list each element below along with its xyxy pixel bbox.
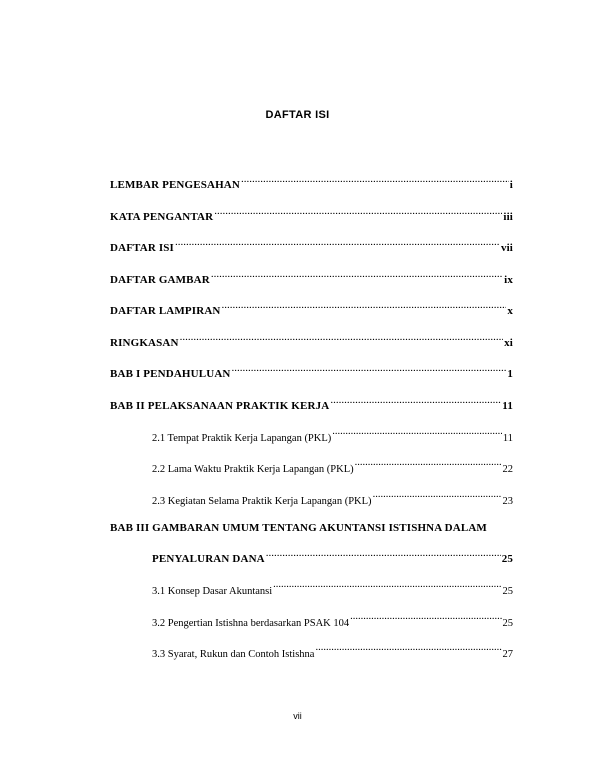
toc-entry-label: DAFTAR ISI — [110, 242, 174, 254]
toc-entry-daftar-gambar[interactable] — [110, 269, 513, 287]
toc-entry-label: RINGKASAN — [110, 337, 179, 349]
toc-dot-leader — [241, 174, 509, 188]
toc-dot-leader — [355, 458, 502, 472]
toc-dot-leader — [373, 490, 502, 504]
toc-entry-label: BAB II PELAKSANAAN PRAKTIK KERJA — [110, 400, 330, 412]
toc-entry-3-1[interactable] — [152, 580, 513, 599]
toc-entry-label: 2.3 Kegiatan Selama Praktik Kerja Lapangan (PKL) — [152, 496, 372, 507]
toc-dot-leader — [315, 643, 501, 657]
toc-dot-leader — [350, 612, 501, 626]
toc-entry-label: PENYALURAN DANA — [152, 553, 265, 565]
toc-entry-2-3[interactable] — [152, 490, 513, 509]
toc-dot-leader — [180, 332, 504, 346]
toc-entry-daftar-isi[interactable] — [110, 237, 513, 255]
toc-entry-page: 25 — [501, 553, 513, 565]
toc-entry-daftar-lampiran[interactable] — [110, 300, 513, 318]
toc-entry-2-2[interactable] — [152, 458, 513, 477]
toc-entry-page: 11 — [502, 400, 513, 412]
toc-entry-label: DAFTAR GAMBAR — [110, 274, 210, 286]
toc-entry-label: 2.1 Tempat Praktik Kerja Lapangan (PKL) — [152, 433, 332, 444]
toc-entry-label: BAB I PENDAHULUAN — [110, 368, 231, 380]
page-number: vii — [293, 711, 302, 721]
toc-entry-label: DAFTAR LAMPIRAN — [110, 305, 221, 317]
toc-entry-bab-2[interactable] — [110, 395, 513, 413]
toc-entry-page: 11 — [502, 433, 513, 444]
toc-entry-label: KATA PENGANTAR — [110, 211, 214, 223]
toc-dot-leader — [214, 206, 502, 220]
toc-entry-page: xi — [504, 337, 513, 349]
toc-entry-page: vii — [500, 242, 513, 254]
toc-entry-page: i — [509, 179, 513, 191]
toc-entry-label: 3.3 Syarat, Rukun dan Contoh Istishna — [152, 649, 315, 660]
toc-dot-leader — [330, 395, 501, 409]
toc-entry-3-3[interactable] — [152, 643, 513, 662]
toc-entry-label: LEMBAR PENGESAHAN — [110, 179, 240, 191]
toc-entry-3-2[interactable] — [152, 612, 513, 631]
toc-entry-page: 23 — [502, 496, 513, 507]
toc-entry-page: 25 — [502, 618, 513, 629]
toc-dot-leader — [175, 237, 500, 251]
toc-dot-leader — [211, 269, 503, 283]
toc-dot-leader — [232, 363, 507, 377]
toc-entry-page: 1 — [507, 368, 513, 380]
toc-entry-label: 3.1 Konsep Dasar Akuntansi — [152, 586, 273, 597]
toc-entry-page: ix — [504, 274, 513, 286]
toc-entry-label: 3.2 Pengertian Istishna berdasarkan PSAK 104 — [152, 618, 350, 629]
toc-entry-kata-pengantar[interactable] — [110, 206, 513, 224]
toc-dot-leader — [222, 300, 507, 314]
toc-dot-leader — [332, 427, 502, 441]
page-title: DAFTAR ISI — [265, 109, 330, 121]
toc-entry-page: 27 — [502, 649, 513, 660]
toc-entry-lembar-pengesahan[interactable] — [110, 174, 513, 192]
toc-entry-bab-1[interactable] — [110, 363, 513, 381]
toc-entry-bab-3-line-2[interactable] — [152, 548, 513, 566]
toc-entry-2-1[interactable] — [152, 427, 513, 446]
toc-entry-bab-3-line-1[interactable]: BAB III GAMBARAN UMUM TENTANG AKUNTANSI ISTISHNA DALAM — [110, 522, 487, 534]
toc-entry-page: x — [507, 305, 513, 317]
toc-dot-leader — [266, 548, 501, 562]
toc-dot-leader — [273, 580, 501, 594]
toc-entry-page: 22 — [502, 464, 513, 475]
toc-entry-ringkasan[interactable] — [110, 332, 513, 350]
toc-entry-page: iii — [503, 211, 513, 223]
toc-entry-label: 2.2 Lama Waktu Praktik Kerja Lapangan (PKL) — [152, 464, 354, 475]
toc-entry-page: 25 — [502, 586, 513, 597]
